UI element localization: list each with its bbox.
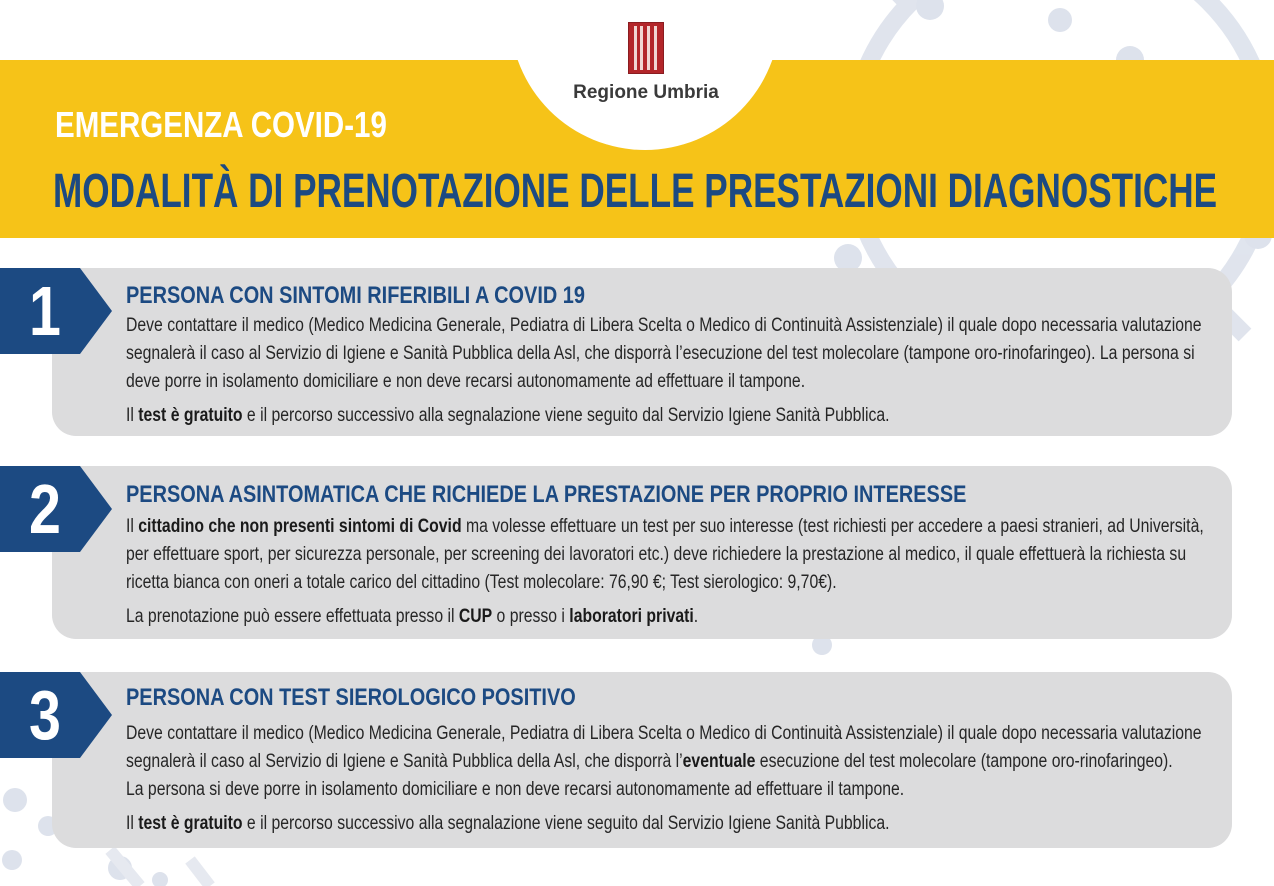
section-2-line: ricetta bianca con oneri a totale carico del cittadino (Test molecolare: 76,90 €; Test sierologico: 9,70€). [126,572,837,593]
private-labs-emphasis: laboratori privati [569,606,694,627]
header-subtitle: EMERGENZA COVID-19 [55,104,387,145]
regione-umbria-flag-icon [628,22,664,74]
section-body-1 [126,312,1202,430]
section-body-2 [126,513,1204,631]
test-free-emphasis: test è gratuito [138,405,243,426]
section-number-badge-3 [0,672,112,758]
section-1-note: Il test è gratuito e il percorso successivo alla segnalazione viene seguito dal Servizio Igiene Sanità Pubblica. [126,405,890,426]
section-3-note: Il test è gratuito e il percorso successivo alla segnalazione viene seguito dal Servizio Igiene Sanità Pubblica. [126,813,890,834]
section-number-1: 1 [29,272,61,350]
cup-emphasis: CUP [458,606,493,627]
eventual-emphasis: eventuale [682,751,756,772]
page-title: MODALITÀ DI PRENOTAZIONE DELLE PRESTAZIONI DIAGNOSTICHE [53,165,1218,218]
test-free-emphasis: test è gratuito [138,813,243,834]
section-2-line: Il cittadino che non presenti sintomi di Covid ma volesse effettuare un test per suo interesse (test richiesti per accedere a paesi stranieri, ad Università, [126,516,1204,537]
section-3-line: La persona si deve porre in isolamento domiciliare e non deve recarsi autonomamente ad effettuare il tampone. [126,779,905,800]
section-number-3: 3 [29,676,61,754]
section-number-badge-1 [0,268,112,354]
section-2-note: La prenotazione può essere effettuata presso il CUP o presso i laboratori privati. [126,606,699,627]
section-title-1: PERSONA CON SINTOMI RIFERIBILI A COVID 19 [126,282,585,309]
section-number-badge-2 [0,466,112,552]
section-body-3 [126,720,1202,838]
section-1-line: Deve contattare il medico (Medico Medicina Generale, Pediatra di Libera Scelta o Medico di Continuità Assistenziale) il quale dopo necessaria valutazione [126,315,1202,336]
section-2-line: per effettuare sport, per sicurezza personale, per screening dei lavoratori etc.) deve richiedere la prestazione al medico, il quale effettuerà la richiesta su [126,544,1187,565]
section-3-line: Deve contattare il medico (Medico Medicina Generale, Pediatra di Libera Scelta o Medico di Continuità Assistenziale) il quale dopo necessaria valutazione [126,723,1202,744]
logo-text: Regione Umbria [573,82,719,103]
section-3-line: segnalerà il caso al Servizio di Igiene e Sanità Pubblica della Asl, che disporrà l’eventuale esecuzione del test molecolare (tampone oro-rinofaringeo). [126,751,1173,772]
section-1-line: segnalerà il caso al Servizio di Igiene e Sanità Pubblica della Asl, che disporrà l’esecuzione del test molecolare (tampone oro-rinofaringeo). La persona si [126,343,1195,364]
asymptomatic-citizen-emphasis: cittadino che non presenti sintomi di Covid [138,516,462,537]
section-title-2: PERSONA ASINTOMATICA CHE RICHIEDE LA PRESTAZIONE PER PROPRIO INTERESSE [126,481,967,508]
section-title-3: PERSONA CON TEST SIEROLOGICO POSITIVO [126,684,576,711]
section-1-line: deve porre in isolamento domiciliare e non deve recarsi autonomamente ad effettuare il tampone. [126,371,806,392]
section-number-2: 2 [29,470,61,548]
